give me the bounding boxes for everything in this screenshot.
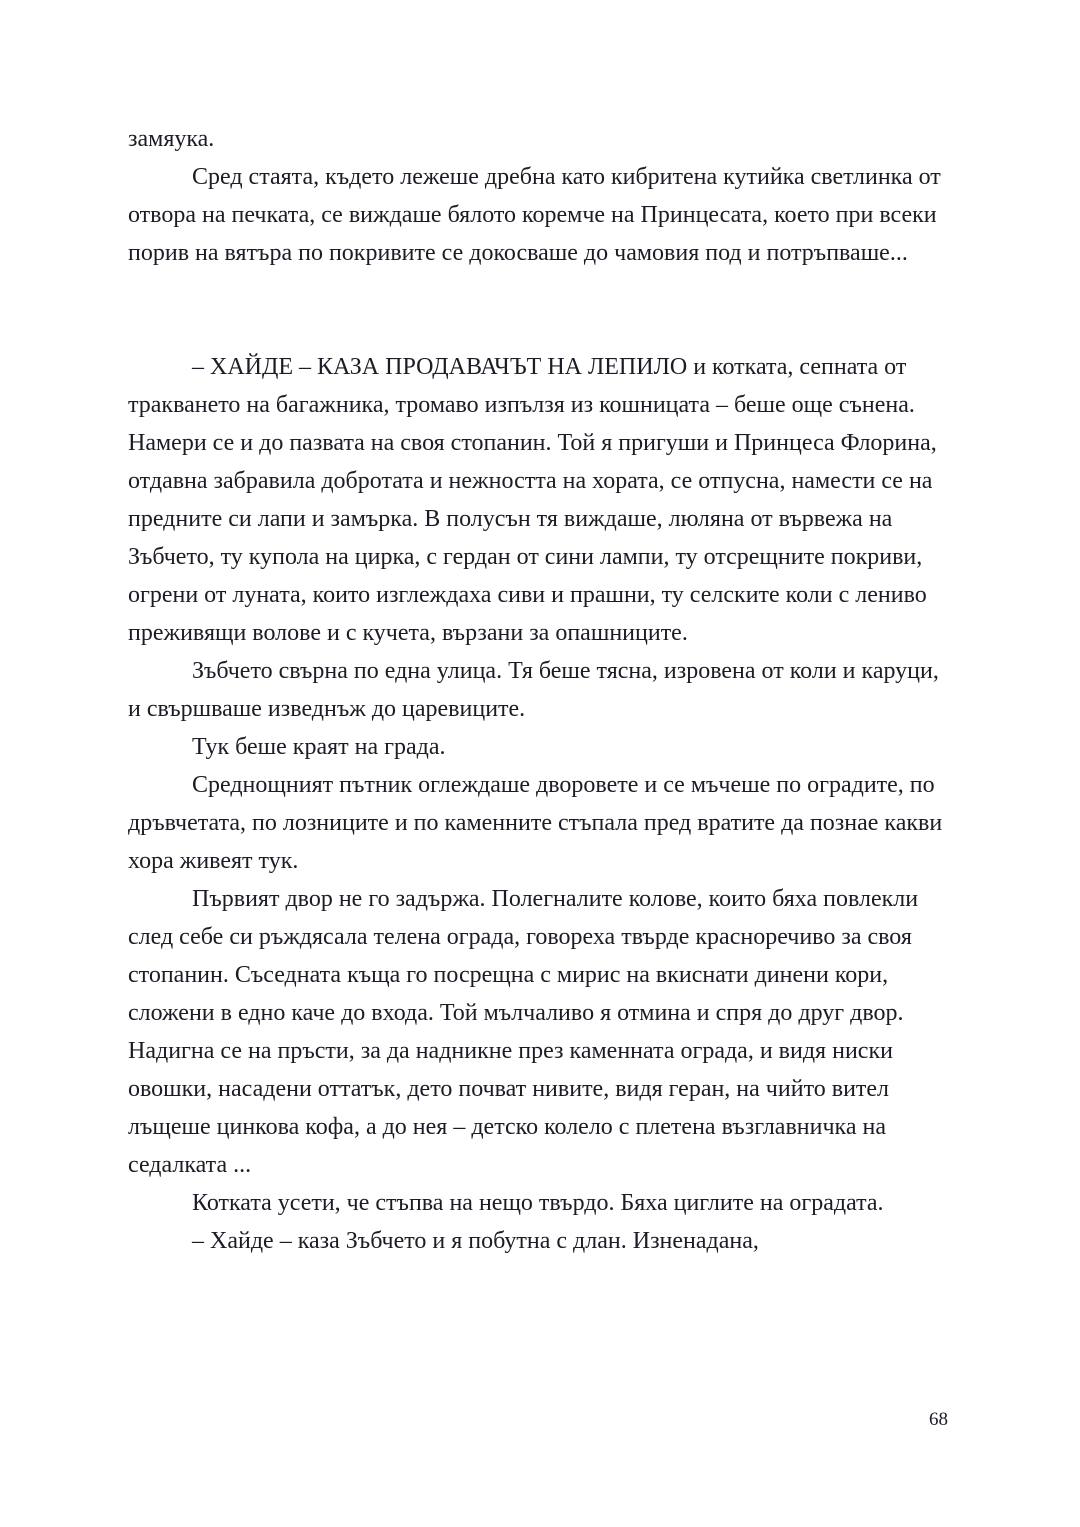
paragraph: Среднощният пътник оглеждаше дворовете и се мъчеше по оградите, по дръвчетата, по лозниците и по каменните стъпала пред вратите да познае какви хора живеят тук.: [128, 772, 943, 874]
paragraph: Зъбчето свърна по една улица. Тя беше тясна, изровена от коли и каруци, и свършваше изведнъж до царевиците.: [128, 658, 939, 722]
paragraph: Сред стаята, където лежеше дребна като кибритена кутийка светлинка от отвора на печката, се виждаше бялото коремче на Принцесата, което при всеки порив на вятъра по покривите се докосваше до чамовия под и потръпваше...: [128, 164, 941, 266]
page-content: [128, 120, 950, 1260]
paragraph: Първият двор не го задържа. Полегналите колове, които бяха повлекли след себе си ръждясала телена ограда, говореха твърде красноречиво за своя стопанин. Съседната къща го посрещна с мирис на вкиснати динени кори, сложени в едно каче до входа. Той мълчаливо я отмина и спря до друг двор. Надигна се на пръсти, за да надникне през каменната ограда, и видя ниски овошки, насадени оттатък, дето почват нивите, видя геран, на чийто вител лъщеше цинкова кофа, а до нея – детско колело с плетена възглавничка на седалката ...: [128, 886, 919, 1178]
paragraph: замяука.: [128, 126, 215, 152]
paragraph: Тук беше краят на града.: [192, 734, 446, 760]
page-number: 68: [929, 1409, 948, 1430]
paragraph: – Хайде – каза Зъбчето и я побутна с длан. Изненадана,: [192, 1228, 759, 1254]
paragraph: Котката усети, че стъпва на нещо твърдо. Бяха циглите на оградата.: [192, 1190, 884, 1216]
paragraph: – ХАЙДЕ – КАЗА ПРОДАВАЧЪТ НА ЛЕПИЛО и котката, сепната от тракването на багажника, тромаво изпълзя из кошницата – беше още сънена. Намери се и до пазвата на своя стопанин. Той я пригуши и Принцеса Флорина, отдавна забравила добротата и нежността на хората, се отпусна, намести се на предните си лапи и замърка. В полусън тя виждаше, люляна от вървежа на Зъбчето, ту купола на цирка, с гердан от сини лампи, ту отсрещните покриви, огрени от луната, които изглеждаха сиви и прашни, ту селските коли с лениво преживящи волове и с кучета, вързани за опашниците.: [128, 354, 937, 646]
